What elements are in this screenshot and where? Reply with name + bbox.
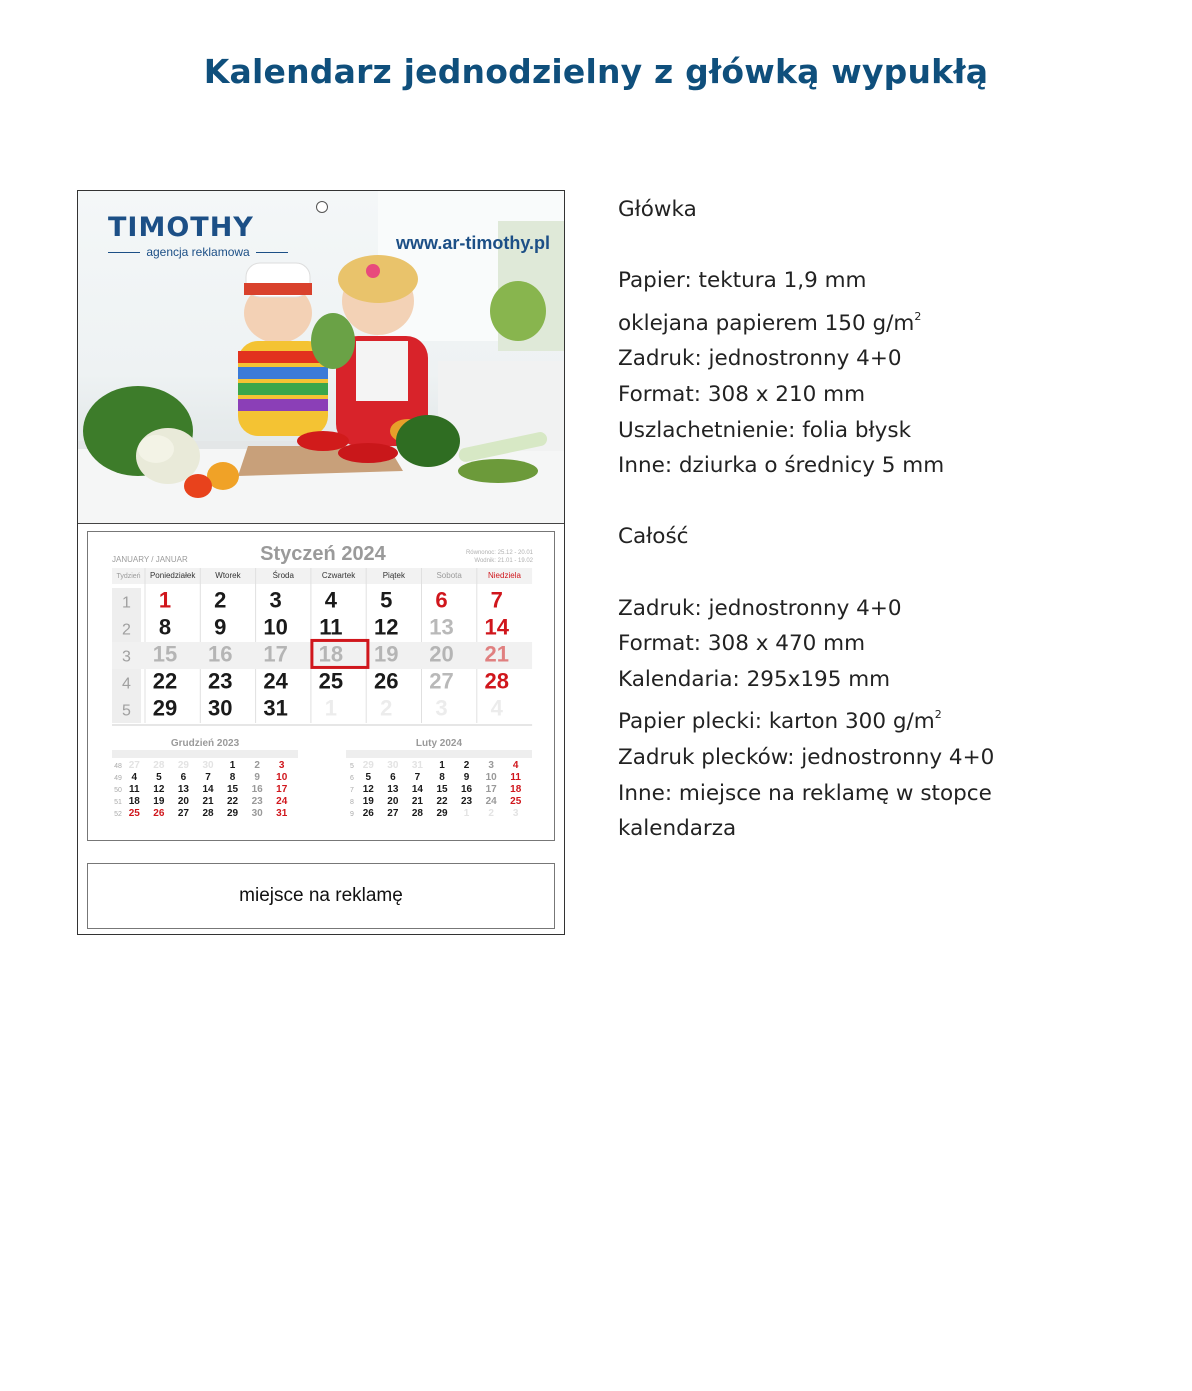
prev-day: 15 [227, 784, 239, 795]
next-day: 23 [461, 796, 473, 807]
day-number: 4 [324, 587, 338, 613]
calendar-mockup [77, 190, 565, 935]
prev-week-number: 50 [114, 787, 122, 794]
prev-day: 26 [153, 808, 165, 819]
next-day: 17 [485, 784, 497, 795]
prev-day: 30 [202, 760, 214, 771]
prev-day: 31 [276, 808, 288, 819]
spec-whole-format: Format: 308 x 470 mm [618, 631, 866, 657]
next-day: 3 [512, 808, 519, 819]
day-number: 3 [435, 695, 448, 721]
day-number: 1 [158, 587, 172, 613]
weekday-label: Sobota [436, 571, 462, 580]
spec-laminated [618, 299, 1138, 342]
next-header-bar [346, 750, 532, 758]
next-day: 1 [463, 808, 470, 819]
month-label-en: JANUARY / JANUAR [112, 555, 188, 564]
next-day: 19 [362, 796, 374, 807]
next-day: 1 [439, 760, 445, 771]
spec-back-paper-sup: 2 [934, 708, 942, 722]
day-number: 11 [319, 614, 343, 640]
day-number: 29 [152, 695, 178, 721]
prev-day: 3 [278, 760, 285, 771]
prev-title: Grudzień 2023 [170, 738, 240, 749]
next-day: 8 [439, 772, 445, 783]
next-title: Luty 2024 [415, 738, 463, 749]
next-day: 18 [510, 784, 522, 795]
day-number: 18 [318, 641, 344, 667]
header-photo [78, 191, 564, 524]
next-week-number: 9 [350, 811, 354, 818]
prev-day: 25 [128, 808, 140, 819]
spec-laminated-text: oklejana papierem 150 g/m [618, 310, 915, 336]
spec-calendarium: Kalendaria: 295x195 mm [618, 666, 891, 692]
prev-day: 23 [251, 796, 263, 807]
prev-day: 9 [254, 772, 260, 783]
prev-header-bar [112, 750, 298, 758]
prev-day: 5 [156, 772, 162, 783]
next-week-number: 8 [350, 799, 354, 806]
prev-day: 21 [202, 796, 214, 807]
next-week-number: 6 [350, 775, 354, 782]
spec-blank [618, 484, 1138, 520]
week-header: Tydzień [116, 573, 141, 580]
spec-laminated-sup: 2 [914, 309, 922, 323]
day-number: 15 [152, 641, 178, 667]
day-number: 25 [318, 668, 344, 694]
prev-day: 16 [251, 784, 263, 795]
next-day: 7 [414, 772, 421, 783]
week-number: 2 [122, 621, 131, 639]
week-number: 5 [122, 702, 131, 720]
day-number: 27 [429, 668, 454, 694]
next-day: 13 [387, 784, 399, 795]
calendar-grid [88, 532, 554, 840]
day-number: 3 [269, 587, 282, 613]
day-number: 6 [435, 587, 448, 613]
day-number: 24 [263, 668, 288, 694]
ad-space: miejsce na reklamę [87, 863, 555, 929]
day-number: 30 [208, 695, 233, 721]
next-day: 3 [488, 760, 494, 771]
prev-day: 4 [131, 772, 138, 783]
prev-day: 18 [128, 796, 140, 807]
prev-day: 11 [128, 784, 140, 795]
logo-subtitle: agencja reklamowa [146, 245, 250, 259]
next-day: 24 [485, 796, 497, 807]
logo-name: TIMOTHY [108, 212, 254, 243]
spec-whole-other: Inne: miejsce na reklamę w stopce [618, 780, 992, 806]
prev-day: 10 [276, 772, 288, 783]
day-number: 19 [373, 641, 399, 667]
prev-week-number: 52 [114, 811, 122, 818]
next-day: 28 [411, 808, 423, 819]
prev-day: 17 [276, 784, 288, 795]
day-number: 22 [152, 668, 178, 694]
spec-paper: Papier: tektura 1,9 mm [618, 268, 867, 294]
day-number: 14 [484, 614, 510, 640]
day-number: 26 [373, 668, 399, 694]
prev-day: 27 [128, 760, 140, 771]
week-number: 1 [122, 594, 131, 612]
day-number: 28 [484, 668, 510, 694]
day-number: 17 [263, 641, 288, 667]
next-day: 5 [365, 772, 372, 783]
next-day: 22 [436, 796, 448, 807]
prev-day: 22 [227, 796, 239, 807]
day-number: 16 [208, 641, 233, 667]
day-number: 9 [214, 614, 227, 640]
prev-day: 28 [153, 760, 165, 771]
next-day: 10 [485, 772, 497, 783]
prev-day: 20 [177, 796, 189, 807]
prev-day: 29 [227, 808, 239, 819]
prev-day: 28 [202, 808, 214, 819]
specifications [618, 192, 1138, 847]
brand-logo [108, 213, 288, 259]
day-number: 20 [429, 641, 454, 667]
next-day: 15 [436, 784, 448, 795]
day-number: 23 [208, 668, 233, 694]
spec-blank [618, 228, 1138, 264]
next-day: 27 [387, 808, 399, 819]
spec-back-paper-text: Papier plecki: karton 300 g/m [618, 709, 935, 735]
prev-day: 19 [153, 796, 165, 807]
spec-format: Format: 308 x 210 mm [618, 381, 866, 407]
next-day: 31 [411, 760, 423, 771]
weekday-label: Poniedziałek [149, 571, 196, 580]
spec-back-paper [618, 697, 1138, 740]
prev-day: 6 [180, 772, 187, 783]
next-day: 16 [461, 784, 473, 795]
prev-day: 24 [276, 796, 288, 807]
prev-day: 7 [205, 772, 211, 783]
logo-line-right [256, 252, 288, 253]
prev-day: 8 [229, 772, 236, 783]
prev-day: 1 [229, 760, 236, 771]
day-number: 4 [490, 695, 503, 721]
prev-week-number: 48 [114, 763, 122, 770]
prev-week-number: 49 [114, 775, 122, 782]
day-number: 5 [380, 587, 393, 613]
prev-day: 27 [177, 808, 189, 819]
hanging-hole [316, 201, 328, 213]
calendar-sheet [87, 531, 555, 841]
spec-back-print: Zadruk plecków: jednostronny 4+0 [618, 744, 995, 770]
day-number: 2 [380, 695, 393, 721]
day-number: 12 [373, 614, 399, 640]
zodiac-label-2: Wodnik: 21.01 - 19.02 [474, 558, 533, 564]
next-day: 21 [411, 796, 423, 807]
weekday-label: Piątek [382, 571, 405, 580]
week-number: 4 [122, 675, 131, 693]
weekday-label: Wtorek [215, 571, 241, 580]
zodiac-label-1: Równonoc: 25.12 - 20.01 [465, 550, 533, 556]
next-day: 29 [362, 760, 374, 771]
spec-blank [618, 555, 1138, 591]
next-day: 9 [463, 772, 470, 783]
month-title: Styczeń 2024 [260, 543, 386, 565]
prev-day: 12 [153, 784, 165, 795]
spec-other: Inne: dziurka o średnicy 5 mm [618, 453, 945, 479]
day-number: 7 [490, 587, 503, 613]
prev-day: 13 [177, 784, 189, 795]
next-day: 20 [387, 796, 399, 807]
day-number: 31 [263, 695, 288, 721]
prev-day: 30 [251, 808, 263, 819]
spec-whole-title: Całość [618, 524, 689, 550]
weekday-label: Środa [272, 571, 294, 580]
day-number: 1 [324, 695, 338, 721]
next-day: 29 [436, 808, 448, 819]
next-day: 2 [488, 808, 494, 819]
next-day: 11 [510, 772, 522, 783]
spec-whole-print: Zadruk: jednostronny 4+0 [618, 595, 902, 621]
prev-day: 2 [254, 760, 260, 771]
next-day: 4 [512, 760, 519, 771]
spec-print: Zadruk: jednostronny 4+0 [618, 346, 902, 372]
spec-head-title: Główka [618, 197, 697, 222]
next-day: 14 [411, 784, 423, 795]
logo-subtitle-row [108, 245, 288, 259]
day-number: 2 [214, 587, 227, 613]
weekday-label: Czwartek [321, 571, 356, 580]
logo-line-left [108, 252, 140, 253]
next-day: 26 [362, 808, 374, 819]
prev-week-number: 51 [114, 799, 122, 806]
spec-finish: Uszlachetnienie: folia błysk [618, 417, 912, 443]
week-number: 3 [122, 648, 131, 666]
next-week-number: 7 [350, 787, 354, 794]
next-day: 30 [387, 760, 399, 771]
day-number: 10 [263, 614, 288, 640]
day-number: 21 [484, 641, 510, 667]
day-number: 8 [158, 614, 172, 640]
next-day: 12 [362, 784, 374, 795]
prev-day: 14 [202, 784, 214, 795]
page-title: Kalendarz jednodzielny z główką wypukłą [203, 52, 989, 91]
website-url: www.ar-timothy.pl [395, 233, 550, 253]
next-day: 25 [510, 796, 522, 807]
next-day: 2 [463, 760, 470, 771]
next-week-number: 5 [350, 763, 354, 770]
prev-day: 29 [177, 760, 189, 771]
weekday-label: Niedziela [487, 571, 521, 580]
next-day: 6 [390, 772, 396, 783]
spec-whole-other-cont: kalendarza [618, 816, 737, 842]
day-number: 13 [429, 614, 454, 640]
